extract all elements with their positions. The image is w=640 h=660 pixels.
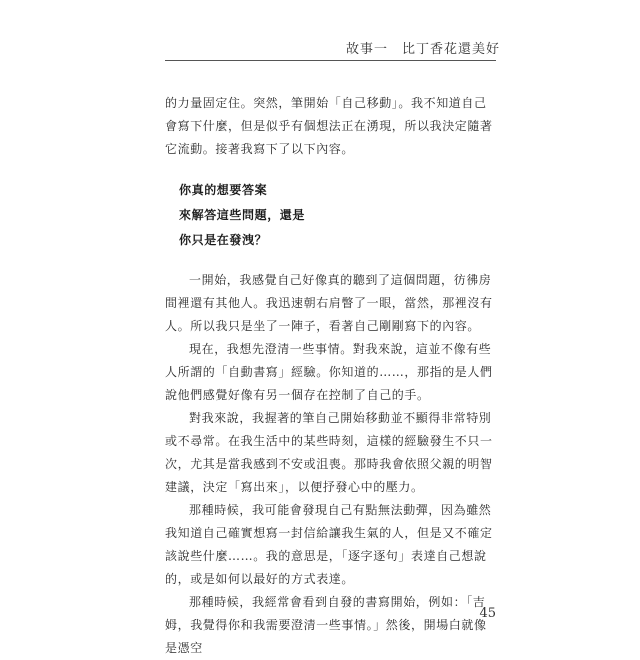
- running-header: 故事一 比丁香花還美好: [345, 42, 500, 57]
- page-number: 45: [479, 606, 496, 621]
- paragraph: 對我來說，我握著的筆自己開始移動並不顯得非常特別或不尋常。在我生活中的某些時刻，這樣的經驗發生不只一次，尤其是當我感到不安或沮喪。那時我會依照父親的明智建議，決定「寫出來」，以便抒發心中的壓力。: [165, 411, 493, 494]
- paragraph: 現在，我想先澄清一些事情。對我來說，這並不像有些人所謂的「自動書寫」經驗。你知道的……，那指的是人們說他們感覺好像有另一個存在控制了自己的手。: [165, 342, 493, 402]
- quoted-passage: [165, 178, 496, 253]
- quote-line: 你只是在發洩？: [179, 233, 268, 247]
- paragraph: 一開始，我感覺自己好像真的聽到了這個問題，彷彿房間裡還有其他人。我迅速朝右肩瞥了一眼，當然，那裡沒有人。所以我只是坐了一陣子，看著自己剛剛寫下的內容。: [165, 273, 493, 333]
- paragraph: 那種時候，我經常會看到自發的書寫開始，例如：「吉姆，我覺得你和我需要澄清一些事情。」然後，開場白就像是憑空: [165, 595, 487, 655]
- paragraph: 那種時候，我可能會發現自己有點無法動彈，因為雖然我知道自己確實想寫一封信給讓我生氣的人，但是又不確定該說些什麼……。我的意思是，「逐字逐句」表達自己想說的，或是如何以最好的方式表達。: [165, 503, 493, 586]
- quote-line: 你真的想要答案: [179, 183, 268, 197]
- body-text: [165, 92, 496, 660]
- header-rule: [165, 60, 496, 61]
- quote-line: 來解答這些問題，還是: [179, 208, 306, 222]
- opening-paragraph: 的力量固定住。突然，筆開始「自己移動」。我不知道自己會寫下什麼，但是似乎有個想法正在湧現，所以我決定隨著它流動。接著我寫下了以下內容。: [165, 96, 493, 156]
